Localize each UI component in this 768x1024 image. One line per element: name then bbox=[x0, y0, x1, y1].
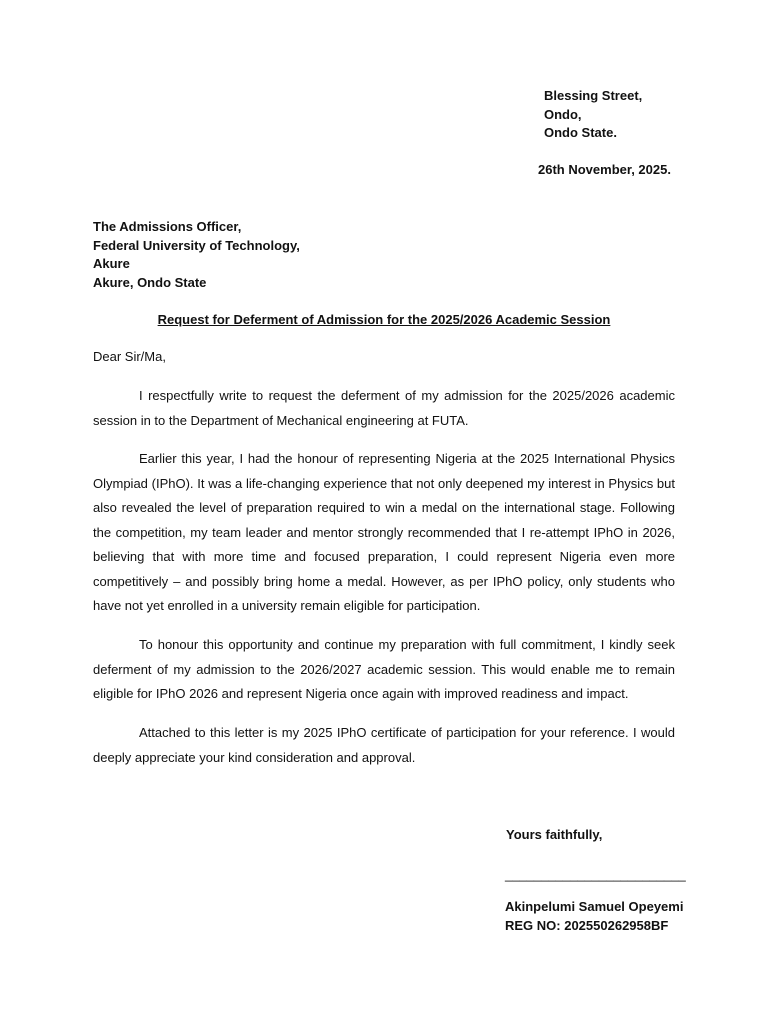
letter-subject: Request for Deferment of Admission for the 2025/2026 Academic Session bbox=[157, 312, 611, 327]
body-paragraph: Attached to this letter is my 2025 IPhO certificate of participation for your reference. I would deeply appreciate your kind consideration and approval. bbox=[93, 725, 675, 765]
body-paragraph: I respectfully write to request the deferment of my admission for the 2025/2026 academic session in to the Department of Mechanical engineering at FUTA. bbox=[93, 388, 675, 428]
recipient-address-line: Federal University of Technology, bbox=[93, 237, 300, 253]
reg-number: REG NO: 202550262958BF bbox=[505, 917, 669, 933]
body-paragraph: Earlier this year, I had the honour of representing Nigeria at the 2025 International Physics Olympiad (IPhO). It was a life-changing experience that not only deepened my interest in Physics but also revealed the level of preparation required to win a medal on the international stage. Following the competition, my team leader and mentor strongly recommended that I re-attempt IPhO in 2026, believing that with more time and focused preparation, I could represent Nigeria even more competitively – and possibly bring home a medal. However, as per IPhO policy, only students who have not yet enrolled in a university remain eligible for participation. bbox=[93, 451, 675, 613]
body-paragraph: To honour this opportunity and continue my preparation with full commitment, I kindly seek deferment of my admission to the 2026/2027 academic session. This would enable me to remain eligible for IPhO 2026 and represent Nigeria once again with improved readiness and impact. bbox=[93, 637, 675, 701]
signer-block bbox=[505, 898, 683, 935]
sender-address bbox=[544, 87, 642, 143]
signer-name: Akinpelumi Samuel Opeyemi bbox=[505, 899, 684, 914]
closing: Yours faithfully, bbox=[506, 827, 603, 842]
recipient-address-line: Akure, Ondo State bbox=[93, 274, 207, 290]
sender-address-line: Blessing Street, bbox=[544, 88, 643, 103]
sender-address-line: Ondo, bbox=[544, 106, 582, 122]
salutation: Dear Sir/Ma, bbox=[93, 349, 166, 364]
recipient-address-line: Akure bbox=[93, 256, 130, 271]
sender-address-line: Ondo State. bbox=[544, 125, 617, 140]
recipient-address-line: The Admissions Officer, bbox=[93, 219, 242, 234]
letter-date: 26th November, 2025. bbox=[538, 162, 671, 177]
signature-line: _________________________ bbox=[505, 867, 686, 882]
recipient-address bbox=[93, 218, 300, 292]
